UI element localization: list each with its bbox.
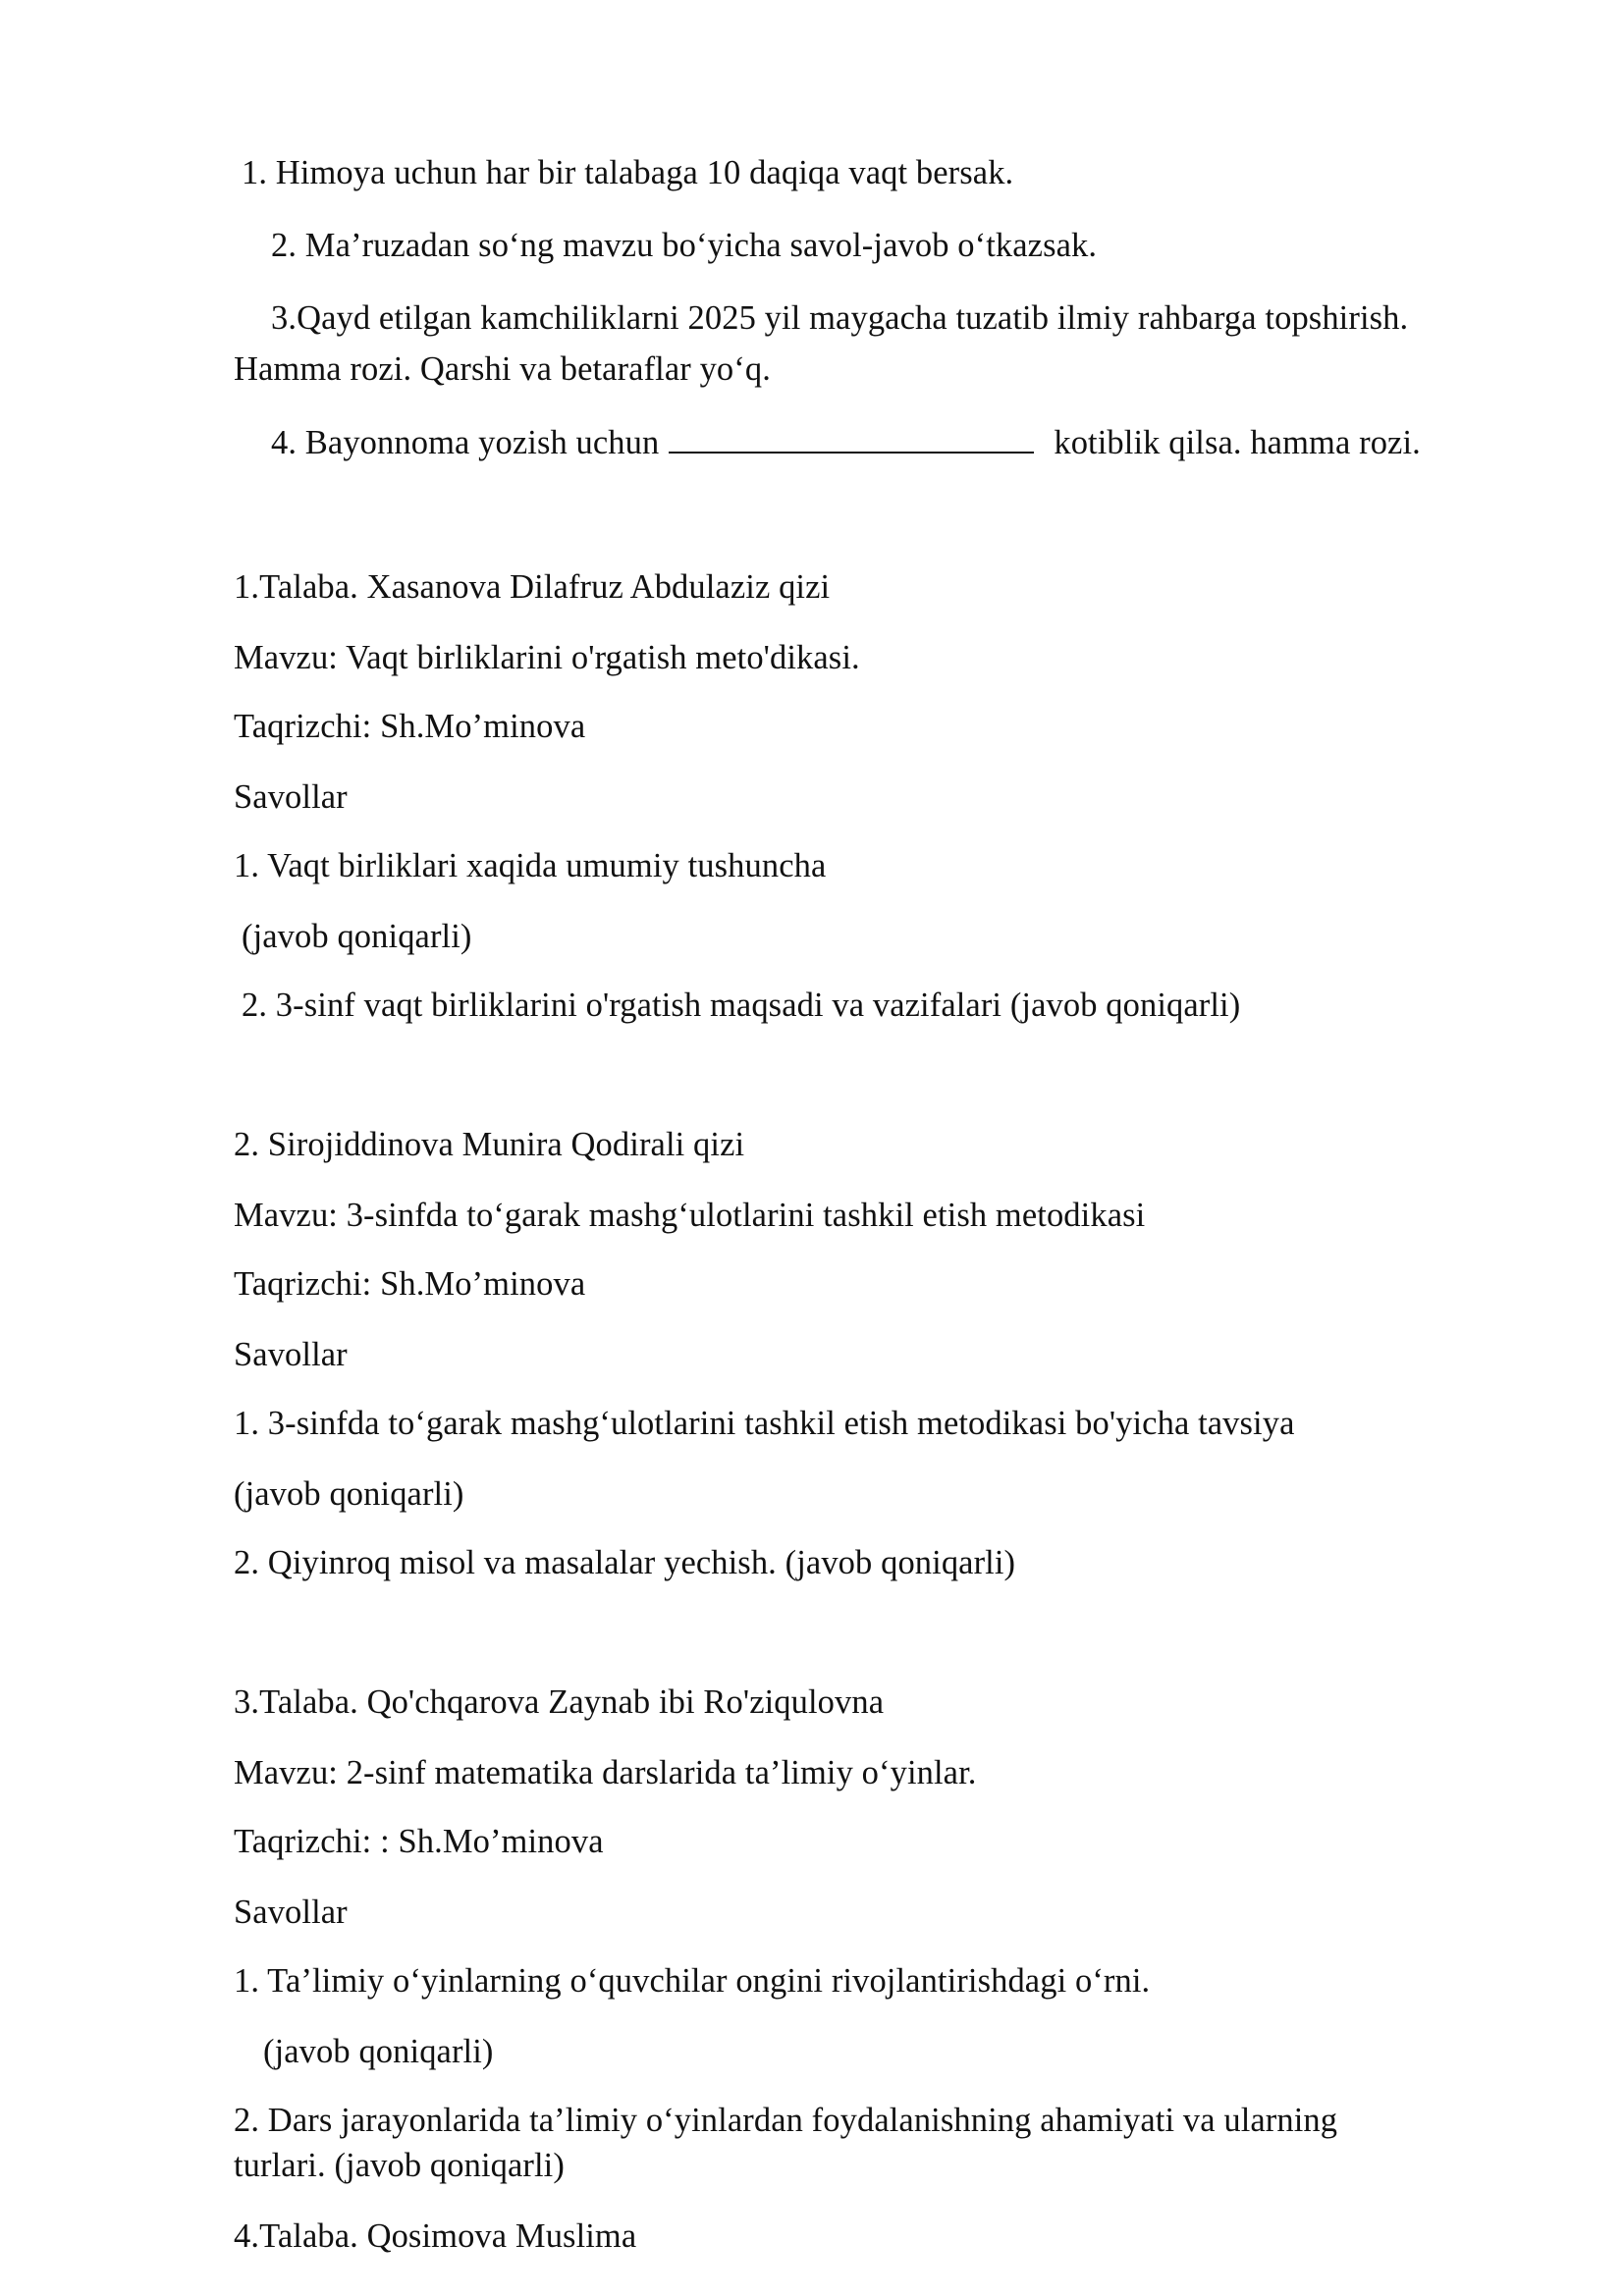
student-2-topic: Mavzu: 3-sinfda to‘garak mashg‘ulotlarini tashkil etish metodikasi (234, 1197, 1146, 1234)
student-3-question-1-answer: (javob qoniqarli) (263, 2033, 494, 2070)
decision-item-4 (271, 422, 1421, 462)
decision-item-3-line-1: 3.Qayd etilgan kamchiliklarni 2025 yil maygacha tuzatib ilmiy rahbarga topshirish. (271, 299, 1409, 337)
student-2-question-1: 1. 3-sinfda to‘garak mashg‘ulotlarini tashkil etish metodikasi bo'yicha tavsiya (234, 1405, 1295, 1442)
student-2-questions-label: Savollar (234, 1336, 348, 1373)
student-1-question-1-answer: (javob qoniqarli) (242, 918, 472, 955)
secretary-name-blank (669, 422, 1034, 454)
decision-item-3-line-2: Hamma rozi. Qarshi va betaraflar yo‘q. (234, 350, 771, 388)
student-2-reviewer: Taqrizchi: Sh.Mo’minova (234, 1265, 586, 1303)
student-1-question-1: 1. Vaqt birliklari xaqida umumiy tushuncha (234, 847, 827, 884)
student-3-heading: 3.Talaba. Qo'chqarova Zaynab ibi Ro'ziqulovna (234, 1683, 885, 1721)
decision-item-4-text: 4. Bayonnoma yozish uchun (271, 424, 660, 461)
student-4-heading: 4.Talaba. Qosimova Muslima (234, 2217, 637, 2255)
student-2-question-1-answer: (javob qoniqarli) (234, 1475, 464, 1513)
decision-item-1: 1. Himoya uchun har bir talabaga 10 daqiqa vaqt bersak. (242, 154, 1014, 191)
student-1-reviewer: Taqrizchi: Sh.Mo’minova (234, 708, 586, 745)
student-1-question-2: 2. 3-sinf vaqt birliklarini o'rgatish maqsadi va vazifalari (javob qoniqarli) (242, 987, 1241, 1024)
student-1-questions-label: Savollar (234, 778, 348, 816)
decision-item-4-tail: kotiblik qilsa. hamma rozi. (1054, 424, 1421, 461)
student-3-question-1: 1. Ta’limiy o‘yinlarning o‘quvchilar ongini rivojlantirishdagi o‘rni. (234, 1962, 1151, 2000)
student-3-topic: Mavzu: 2-sinf matematika darslarida ta’limiy o‘yinlar. (234, 1754, 977, 1791)
student-1-heading: 1.Talaba. Xasanova Dilafruz Abdulaziz qizi (234, 568, 831, 606)
student-3-questions-label: Savollar (234, 1894, 348, 1931)
decision-item-2: 2. Ma’ruzadan so‘ng mavzu bo‘yicha savol-javob o‘tkazsak. (271, 227, 1098, 264)
student-3-reviewer: Taqrizchi: : Sh.Mo’minova (234, 1823, 604, 1860)
student-2-heading: 2. Sirojiddinova Munira Qodirali qizi (234, 1126, 745, 1163)
student-2-question-2: 2. Qiyinroq misol va masalalar yechish. (javob qoniqarli) (234, 1544, 1016, 1581)
student-1-topic: Mavzu: Vaqt birliklarini o'rgatish meto'dikasi. (234, 639, 860, 676)
student-3-question-2-line-1: 2. Dars jarayonlarida ta’limiy o‘yinlardan foydalanishning ahamiyati va ularning (234, 2102, 1338, 2139)
student-3-question-2-line-2: turlari. (javob qoniqarli) (234, 2147, 565, 2184)
